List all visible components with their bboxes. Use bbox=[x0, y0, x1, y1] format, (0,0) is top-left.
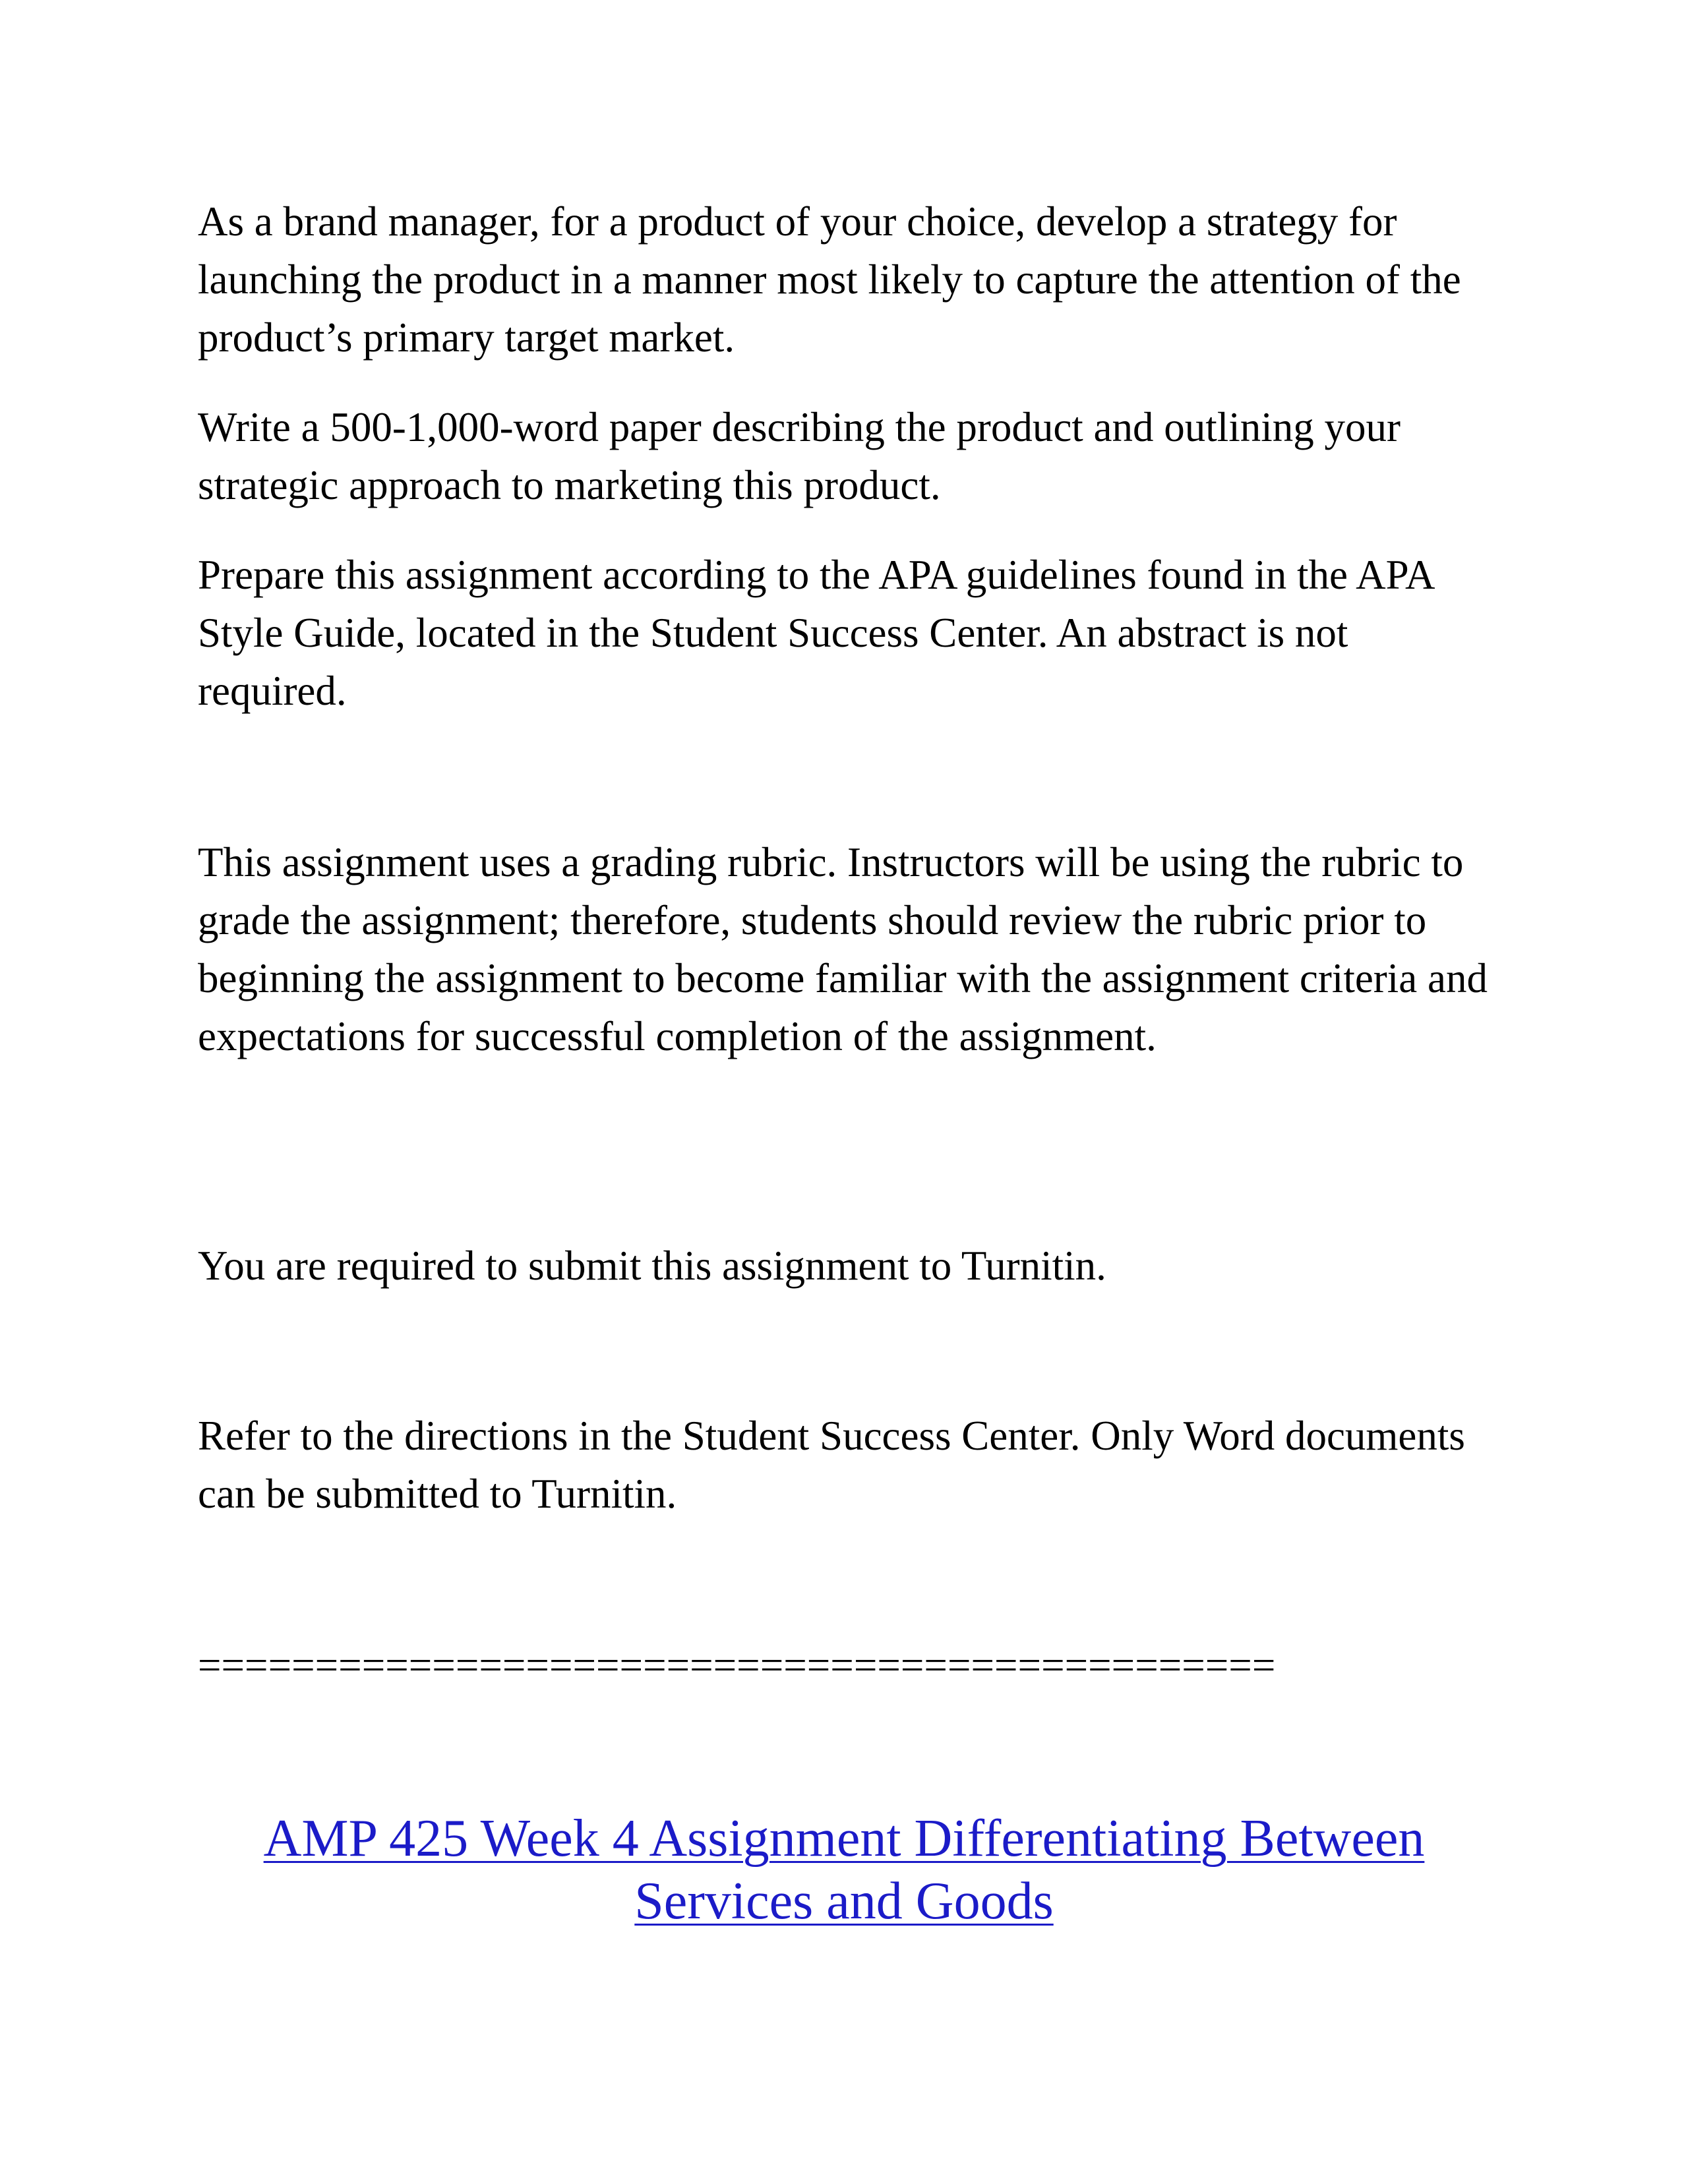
paragraph-brand-strategy: As a brand manager, for a product of your choice, develop a strategy for launching the product in a manner most likely to capture the attention of the product’s primary target market. bbox=[198, 198, 1461, 361]
separator-line: ============================================== bbox=[198, 1642, 1276, 1688]
paragraph-turnitin-directions: Refer to the directions in the Student Success Center. Only Word documents can be submitted to Turnitin. bbox=[198, 1413, 1465, 1517]
paragraph-apa-guidelines: Prepare this assignment according to the APA guidelines found in the APA Style Guide, located in the Student Success Center. An abstract is not required. bbox=[198, 552, 1433, 714]
paragraph-turnitin-required: You are required to submit this assignment to Turnitin. bbox=[198, 1243, 1106, 1289]
paragraph-grading-rubric: This assignment uses a grading rubric. Instructors will be using the rubric to grade the assignment; therefore, students should review the rubric prior to beginning the assignment to become familiar with the assignment criteria and expectations for successful completion of the assignment. bbox=[198, 839, 1488, 1059]
paragraph-word-count: Write a 500-1,000-word paper describing the product and outlining your strategic approach to marketing this product. bbox=[198, 404, 1401, 508]
assignment-title-link[interactable]: AMP 425 Week 4 Assignment Differentiating Between Services and Goods bbox=[263, 1810, 1425, 1930]
